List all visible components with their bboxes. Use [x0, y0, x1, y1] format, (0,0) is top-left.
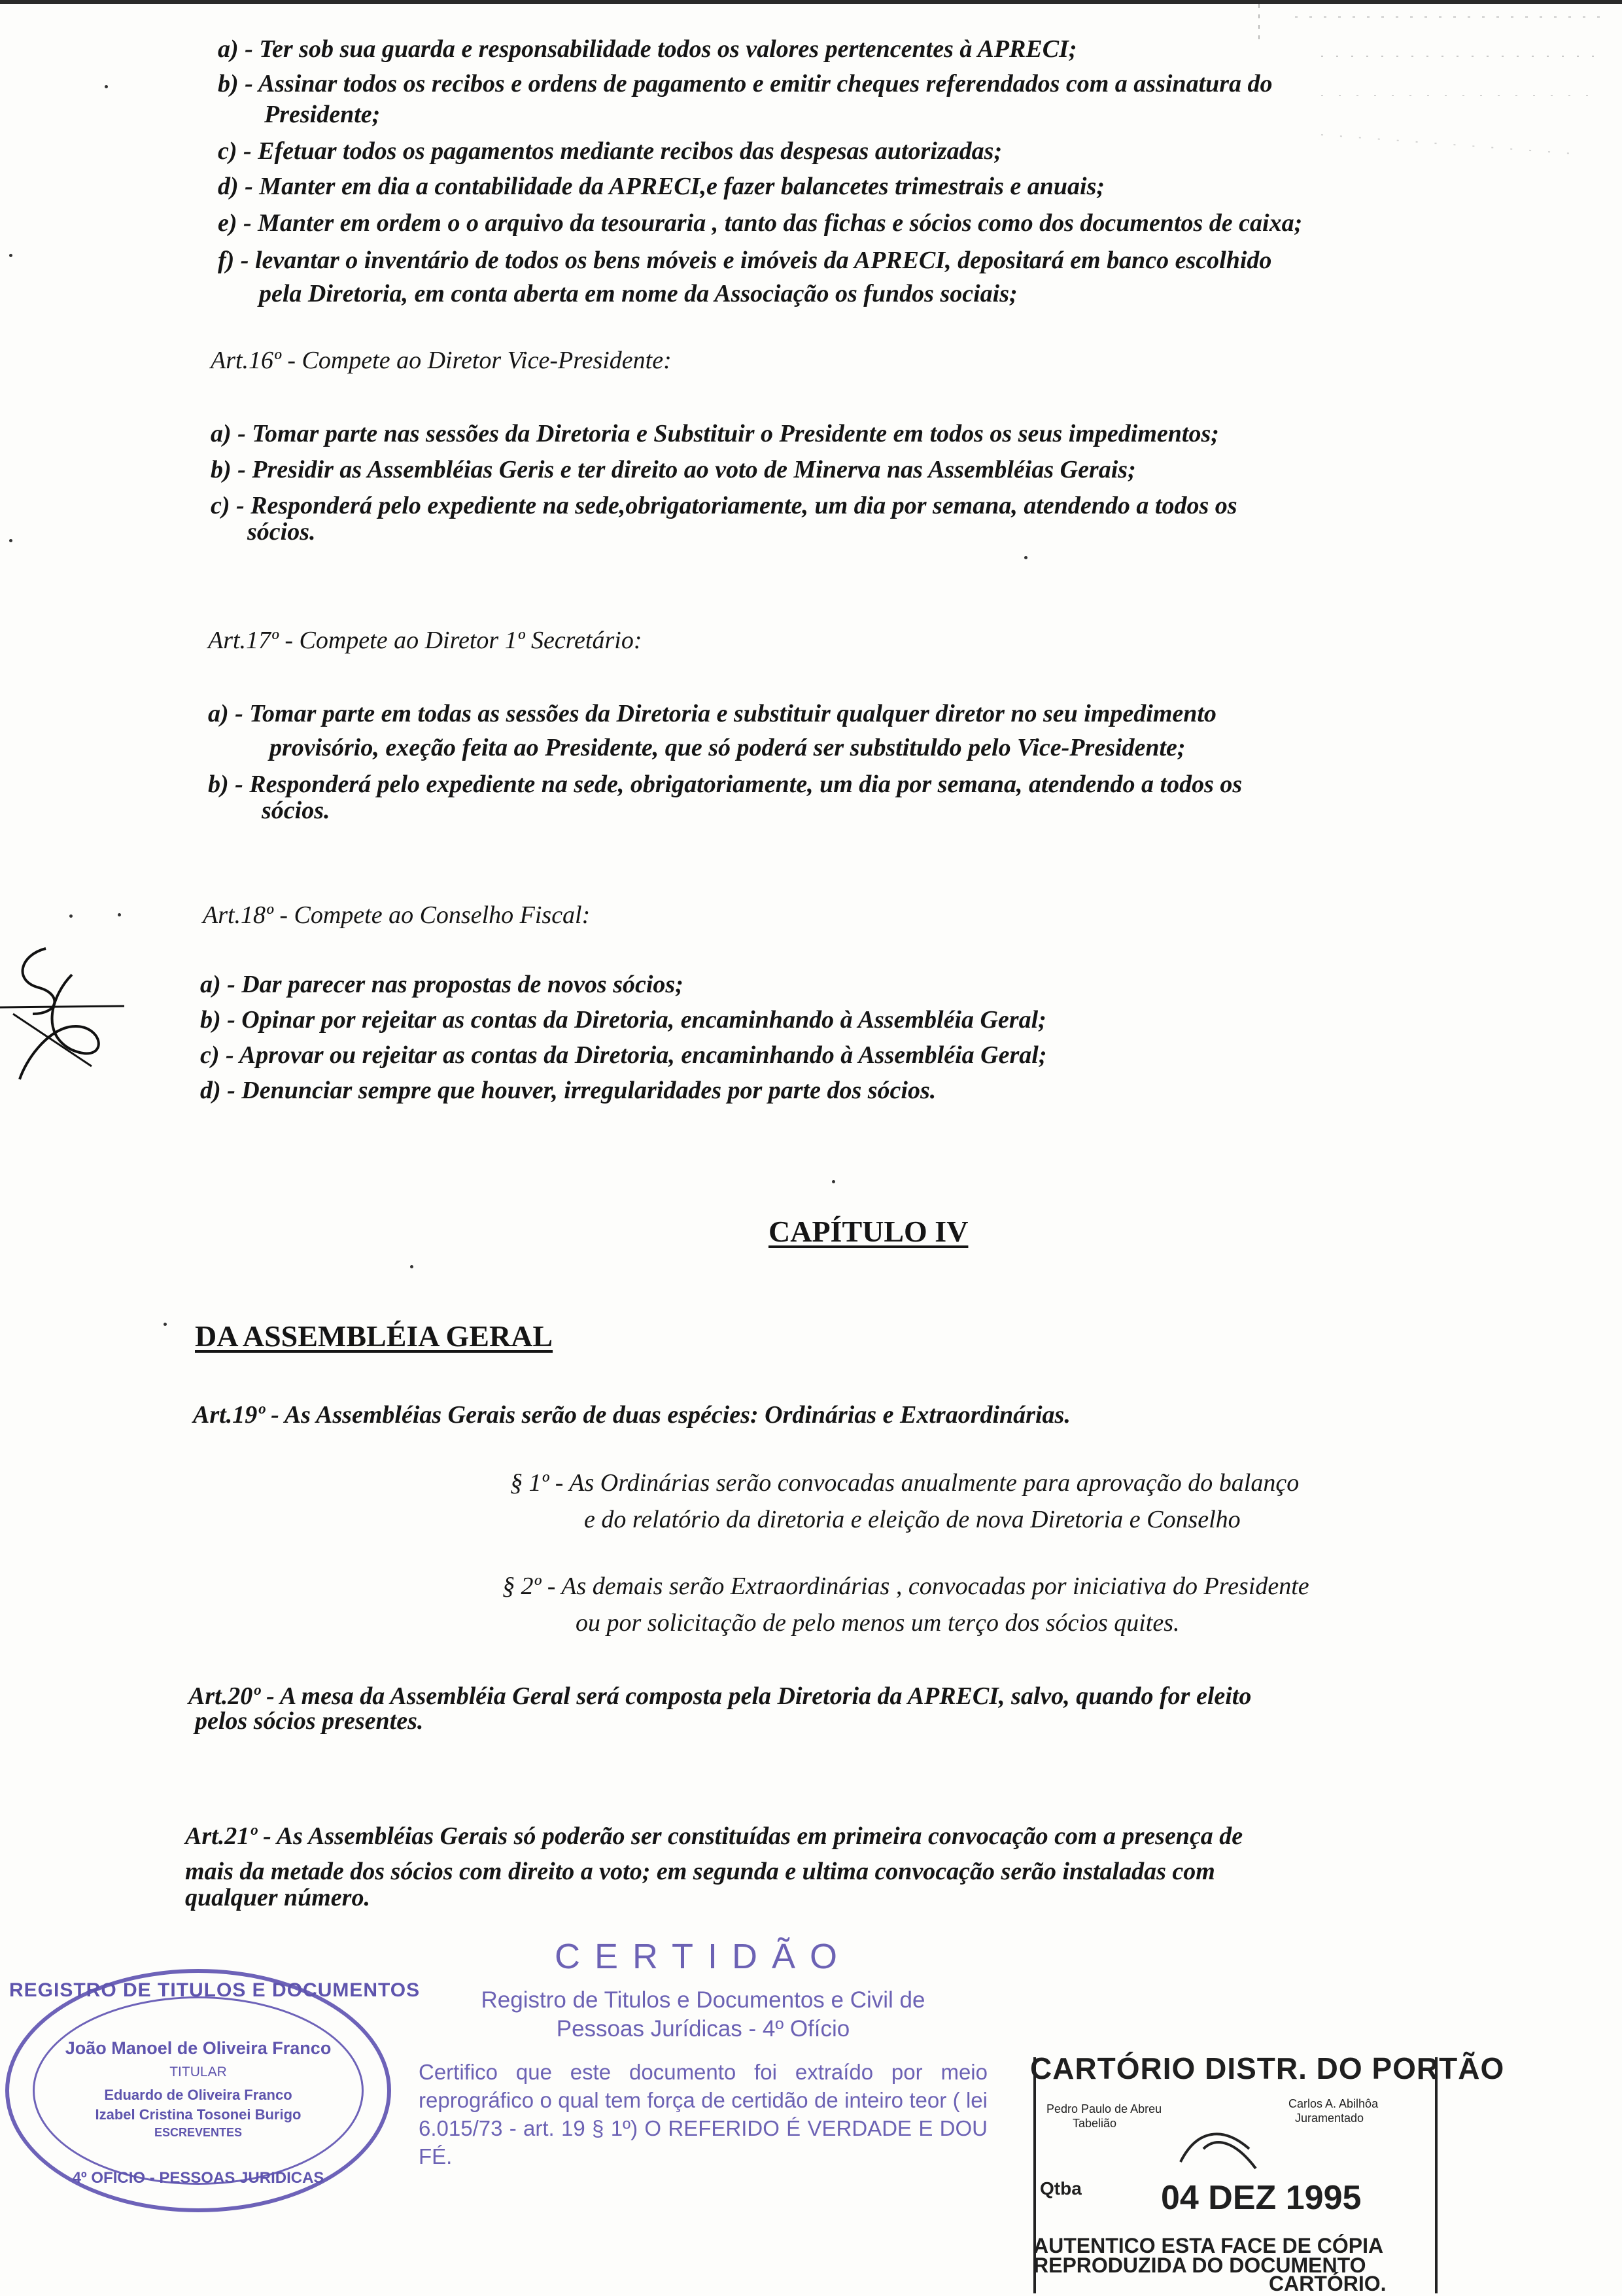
art-20: Art.20º - A mesa da Assembléia Geral será composta pela Diretoria da APRECI, salvo, quando for eleito — [188, 1682, 1252, 1710]
art18-item-d: d) - Denunciar sempre que houver, irregularidades por parte dos sócios. — [200, 1077, 937, 1104]
scan-speck — [832, 1180, 835, 1183]
item-b-treasurer: b) - Assinar todos os recibos e ordens de pagamento e emitir cheques referendados com a assinatura do — [218, 70, 1273, 97]
art16-item-a: a) - Tomar parte nas sessões da Diretoria e Substituir o Presidente em todos os seus impedimentos; — [211, 420, 1219, 447]
registry-stamp-holder: João Manoel de Oliveira Franco — [65, 2038, 332, 2058]
item-f-continuation: pela Diretoria, em conta aberta em nome da Associação os fundos sociais; — [259, 280, 1018, 307]
scan-speck — [410, 1265, 413, 1268]
art16-item-c-continuation: sócios. — [247, 518, 316, 546]
cartorio-right-role: Juramentado — [1295, 2112, 1364, 2125]
item-f-treasurer: f) - levantar o inventário de todos os bens móveis e imóveis da APRECI, depositará em banco escolhido — [218, 247, 1272, 274]
stamp-remnant — [1256, 4, 1609, 167]
art19-paragraph-2: § 2º - As demais serão Extraordinárias , convocadas por iniciativa do Presidente — [502, 1573, 1309, 1600]
certidao-subtitle-2: Pessoas Jurídicas - 4º Ofício — [556, 2016, 850, 2042]
art21-continuation-2: qualquer número. — [185, 1884, 370, 1911]
art-16-heading: Art.16º - Compete ao Diretor Vice-Presidente: — [211, 347, 672, 374]
art16-item-c: c) - Responderá pelo expediente na sede,obrigatoriamente, um dia por semana, atendendo a todos os — [211, 492, 1237, 519]
scan-speck — [1024, 556, 1027, 559]
certidao-stamp — [419, 1936, 988, 2170]
cartorio-line-2: REPRODUZIDA DO DOCUMENTO — [1033, 2253, 1366, 2277]
cartorio-stamp — [1027, 2025, 1505, 2295]
art17-item-b: b) - Responderá pelo expediente na sede, obrigatoriamente, um dia por semana, atendendo a todos os — [208, 771, 1243, 798]
registry-stamp-top: REGISTRO DE TITULOS E DOCUMENTOS — [9, 1979, 421, 2001]
scan-speck — [118, 913, 121, 916]
cartorio-left-name: Pedro Paulo de Abreu — [1046, 2102, 1162, 2115]
scan-speck — [69, 914, 73, 918]
art20-continuation: pelos sócios presentes. — [195, 1707, 424, 1735]
item-a-treasurer: a) - Ter sob sua guarda e responsabilidade todos os valores pertencentes à APRECI; — [218, 35, 1077, 63]
item-b-continuation: Presidente; — [264, 101, 381, 128]
cartorio-right-name: Carlos A. Abilhôa — [1288, 2097, 1379, 2110]
section-heading: DA ASSEMBLÉIA GERAL — [195, 1319, 553, 1353]
art16-item-b: b) - Presidir as Assembléias Geris e ter direito ao voto de Minerva nas Assembléias Gerais; — [211, 456, 1136, 483]
cartorio-line-1: AUTENTICO ESTA FACE DE CÓPIA — [1033, 2234, 1384, 2257]
scan-speck — [105, 85, 108, 88]
cartorio-left-role: Tabelião — [1073, 2117, 1117, 2130]
cartorio-date: 04 DEZ 1995 — [1161, 2179, 1362, 2217]
registry-stamp — [5, 1969, 421, 2212]
cartorio-line-3: CARTÓRIO. — [1269, 2272, 1387, 2295]
scan-speck — [9, 254, 12, 257]
item-d-treasurer: d) - Manter em dia a contabilidade da APRECI,e fazer balancetes trimestrais e anuais; — [218, 173, 1105, 200]
registry-stamp-clerks-role: ESCREVENTES — [154, 2126, 243, 2139]
certidao-subtitle-1: Registro de Titulos e Documentos e Civil de — [481, 1987, 925, 2013]
art18-item-c: c) - Aprovar ou rejeitar as contas da Diretoria, encaminhando à Assembléia Geral; — [200, 1041, 1047, 1069]
art18-item-b: b) - Opinar por rejeitar as contas da Diretoria, encaminhando à Assembléia Geral; — [200, 1006, 1046, 1034]
certidao-title: CERTIDÃO — [554, 1937, 852, 1976]
item-c-treasurer: c) - Efetuar todos os pagamentos mediante recibos das despesas autorizadas; — [218, 137, 1003, 165]
registry-stamp-clerk-2: Izabel Cristina Tosonei Burigo — [95, 2106, 302, 2123]
cartorio-signature — [1177, 2123, 1269, 2175]
registry-stamp-holder-role: TITULAR — [169, 2064, 227, 2079]
art19-paragraph-1: § 1º - As Ordinárias serão convocadas anualmente para aprovação do balanço — [510, 1469, 1300, 1497]
art17-item-a: a) - Tomar parte em todas as sessões da Diretoria e substituir qualquer diretor no seu impedimento — [208, 700, 1216, 727]
chapter-heading: CAPÍTULO IV — [768, 1215, 969, 1248]
item-e-treasurer: e) - Manter em ordem o o arquivo da tesouraria , tanto das fichas e sócios como dos documentos de caixa; — [218, 209, 1303, 237]
cartorio-title: CARTÓRIO DISTR. DO PORTÃO — [1030, 2051, 1505, 2085]
art17-item-b-continuation: sócios. — [262, 797, 330, 824]
art19-paragraph-2-continuation: ou por solicitação de pelo menos um terço dos sócios quites. — [576, 1609, 1180, 1637]
art18-item-a: a) - Dar parecer nas propostas de novos sócios; — [200, 971, 683, 998]
handwritten-initials — [0, 935, 137, 1092]
art17-item-a-continuation: provisório, exeção feita ao Presidente, que só poderá ser substituldo pelo Vice-Presidente; — [269, 734, 1186, 761]
art19-paragraph-1-continuation: e do relatório da diretoria e eleição de nova Diretoria e Conselho — [584, 1506, 1241, 1533]
certidao-body: Certifico que este documento foi extraído por meio reprográfico o qual tem força de certidão de inteiro teor ( lei 6.015/73 - art. 19 § 1º) O REFERIDO É VERDADE E DOU FÉ. — [419, 2060, 988, 2168]
registry-stamp-clerk-1: Eduardo de Oliveira Franco — [104, 2087, 292, 2103]
art-21: Art.21º - As Assembléias Gerais só poderão ser constituídas em primeira convocação com a presença de — [185, 1822, 1243, 1850]
registry-stamp-bottom: 4º OFICIO - PESSOAS JURIDICAS — [72, 2169, 324, 2187]
scan-speck — [164, 1323, 167, 1326]
art-17-heading: Art.17º - Compete ao Diretor 1º Secretário: — [208, 627, 642, 654]
scan-speck — [9, 539, 12, 542]
cartorio-label: Qtba — [1040, 2178, 1082, 2199]
art-19: Art.19º - As Assembléias Gerais serão de duas espécies: Ordinárias e Extraordinárias. — [193, 1401, 1071, 1429]
art-18-heading: Art.18º - Compete ao Conselho Fiscal: — [203, 901, 591, 929]
art21-continuation-1: mais da metade dos sócios com direito a voto; em segunda e ultima convocação serão instaladas com — [185, 1858, 1215, 1885]
